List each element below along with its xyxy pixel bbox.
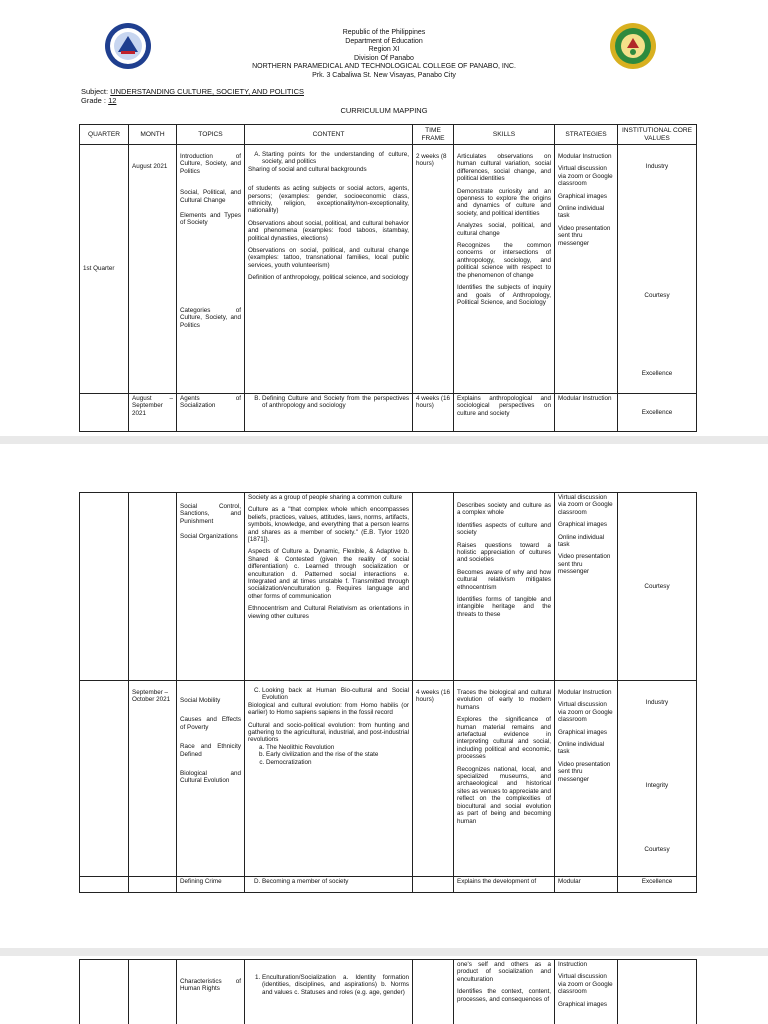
page-separator <box>0 948 768 956</box>
quarter-cell <box>80 960 129 1024</box>
document-page-2 <box>0 444 768 948</box>
skills-cell <box>454 960 555 1024</box>
strategy-item: Video presentation sent thru messenger <box>558 224 611 247</box>
month-cell: August – September 2021 <box>129 394 177 432</box>
content-subitem: a. The Neolithic Revolution <box>266 744 409 751</box>
strategy-item: Online individual task <box>558 741 605 756</box>
core-value: Courtesy <box>644 292 670 300</box>
grade-line <box>81 96 116 105</box>
header-line: Region XI <box>368 46 400 54</box>
column-header: CONTENT <box>245 125 413 145</box>
content-list <box>248 687 409 702</box>
content-heading: D. Becoming a member of society <box>262 878 409 885</box>
strategy-item: Graphical images <box>558 192 607 200</box>
strategy-item: Online individual task <box>558 205 605 220</box>
strategies-cell <box>555 493 618 681</box>
column-header: QUARTER <box>80 125 129 145</box>
content-cell <box>245 394 413 432</box>
core-values-cell: Excellence <box>618 394 697 432</box>
column-header: SKILLS <box>454 125 555 145</box>
strategies-cell <box>555 960 618 1024</box>
topics-cell: Agents of Socialization <box>177 394 245 432</box>
topic-item: Social Organizations <box>180 533 238 541</box>
strategy-item: Modular Instruction <box>558 689 612 696</box>
skill-item: Raises questions toward a holistic appreciation of cultures and societies <box>457 541 551 564</box>
content-heading: B. Defining Culture and Society from the perspectives of anthropology and sociology <box>262 395 409 410</box>
header-line: Division Of Panabo <box>354 54 414 62</box>
subject-value: UNDERSTANDING CULTURE, SOCIETY, AND POLITICS <box>110 87 304 96</box>
content-item: Observations on social, political, and cultural change (examples: tattoo, transnational families, local public services, youth volunteerism) <box>248 247 409 269</box>
time-frame-cell <box>413 960 454 1024</box>
topic-item: Social, Political, and Cultural Change <box>180 189 241 204</box>
strategy-item: Video presentation sent thru messenger <box>558 553 611 576</box>
strategy-item: Modular Instruction <box>558 153 612 160</box>
document-page-3 <box>0 956 768 1024</box>
core-value: Courtesy <box>644 845 670 853</box>
skill-item: Identifies forms of tangible and intangible heritage and the threats to these <box>457 596 551 618</box>
header-line: Department of Education <box>345 37 423 45</box>
content-cell <box>245 681 413 877</box>
grade-value: 12 <box>108 96 117 105</box>
topics-cell: Characteristics of Human Rights <box>177 960 245 1024</box>
quarter-cell <box>80 681 129 877</box>
strategy-item: Graphical images <box>558 1000 607 1008</box>
core-value: Industry <box>645 699 669 706</box>
document-page-1 <box>0 0 768 436</box>
content-item: Observations about social, political, and cultural behavior and phenomena (examples: food taboos, istambay, political dynasties, elections) <box>248 219 409 242</box>
skill-item: Describes society and culture as a complex whole <box>457 502 551 517</box>
document-title: CURRICULUM MAPPING <box>340 106 428 115</box>
skills-cell <box>454 493 555 681</box>
topic-item: Causes and Effects of Poverty <box>180 716 241 731</box>
month-cell <box>129 960 177 1024</box>
table-row <box>80 493 697 681</box>
table-row <box>80 394 697 432</box>
month-cell <box>129 877 177 893</box>
core-value: Integrity <box>645 782 669 790</box>
strategy-item: Virtual discussion via zoom or Google classroom <box>558 701 613 724</box>
strategy-item: Virtual discussion via zoom or Google classroom <box>558 973 613 996</box>
strategy-item: Graphical images <box>558 521 607 529</box>
skills-cell <box>454 681 555 877</box>
content-list <box>248 974 409 996</box>
table-row <box>80 877 697 893</box>
strategy-item: Online individual task <box>558 533 605 549</box>
topic-item: Social Mobility <box>180 697 221 704</box>
topics-cell: Defining Crime <box>177 877 245 893</box>
time-frame-cell: 4 weeks (16 hours) <box>413 394 454 432</box>
content-subitem: b. Early civilization and the rise of the state <box>266 751 409 758</box>
subject-label: Subject: <box>81 87 109 96</box>
content-item: Aspects of Culture a. Dynamic, Flexible, & Adaptive b. Shared & Contested (given the reality of social differentiation) c. Learned through socialization or enculturation d. Patterned social interactions e. Integrated and at times unstable f. Transmitted through socialization/enculturation g. Requires language and other forms of communication <box>248 548 409 600</box>
content-cell <box>245 493 413 681</box>
skill-item: Traces the biological and cultural evolution of early to modern humans <box>457 689 551 711</box>
skill-item: one's self and others as a product of socialization and enculturation <box>457 961 551 983</box>
month-text: August 2021 <box>132 163 168 170</box>
header-line: NORTHERN PARAMEDICAL AND TECHNOLOGICAL COLLEGE OF PANABO, INC. <box>252 63 516 71</box>
column-header: STRATEGIES <box>555 125 618 145</box>
quarter-cell <box>80 394 129 432</box>
skills-cell: Explains the development of <box>454 877 555 893</box>
header-line: Republic of the Philippines <box>342 29 426 36</box>
skill-item: Demonstrate curiosity and an openness to explore the origins and dynamics of culture and society, and political identities <box>457 187 551 217</box>
topic-item: Introduction of Culture, Society, and Politics <box>180 153 241 175</box>
topic-item: Categories of Culture, Society, and Politics <box>180 306 241 329</box>
content-sublist <box>248 744 409 766</box>
content-heading: A. Starting points for the understanding of culture, society, and politics <box>262 151 409 166</box>
subject-line <box>81 87 304 96</box>
column-header: TIME FRAME <box>413 125 454 145</box>
topics-cell <box>177 145 245 394</box>
column-header: INSTITUTIONAL CORE VALUES <box>618 125 697 145</box>
topic-item: Biological and Cultural Evolution <box>180 770 241 785</box>
month-cell <box>129 493 177 681</box>
content-list <box>248 395 409 410</box>
skill-item: Identifies the subjects of inquiry and goals of Anthropology, Political Science, and Sociology <box>457 284 551 306</box>
core-value: Excellence <box>641 369 673 377</box>
topic-item: Race and Ethnicity Defined <box>180 743 241 758</box>
skill-item: Identifies aspects of culture and society <box>457 521 551 537</box>
table-row <box>80 960 697 1024</box>
content-item: 1. Enculturation/Socialization a. Identity formation (identities, disciplines, and aspirations) b. Norms and values c. Statuses and roles (e.g. age, gender) <box>262 974 409 996</box>
core-values-cell: Excellence <box>618 877 697 893</box>
time-frame-cell <box>413 493 454 681</box>
quarter-cell <box>80 493 129 681</box>
time-frame-cell: 2 weeks (8 hours) <box>413 145 454 394</box>
content-list <box>248 878 409 885</box>
skills-cell: Explains anthropological and sociological perspectives on culture and society <box>454 394 555 432</box>
content-item: Definition of anthropology, political science, and sociology <box>248 274 409 282</box>
header-line: Prk. 3 Cabaliwa St. New Visayas, Panabo City <box>312 71 456 79</box>
table-header-row <box>80 125 697 145</box>
content-cell <box>245 145 413 394</box>
core-values-cell <box>618 145 697 394</box>
content-item: Culture as a "that complex whole which encompasses beliefs, practices, values, attitudes, laws, norms, artifacts, symbols, knowledge, and everything that a person learns and shares as a member of society." (E.B. Tylor 1920 [1871]). <box>248 506 409 544</box>
topics-cell <box>177 493 245 681</box>
strategy-item: Virtual discussion via zoom or Google classroom <box>558 494 613 516</box>
curriculum-table <box>79 124 697 432</box>
content-item: Society as a group of people sharing a common culture <box>248 494 403 501</box>
content-item: Biological and cultural evolution: from Homo habilis (or earlier) to Homo sapiens sapiens in the fossil record <box>248 701 409 717</box>
month-cell: September – October 2021 <box>129 681 177 877</box>
content-item: Cultural and socio-political evolution: from hunting and gathering to the agricultural, industrial, and post-industrial revolutions <box>248 721 409 744</box>
strategies-cell: Modular Instruction <box>555 394 618 432</box>
topic-item: Elements and Types of Society <box>180 212 241 227</box>
skill-item: Articulates observations on human cultural variation, social differences, social change, and political identities <box>457 153 551 183</box>
core-values-cell <box>618 960 697 1024</box>
page-separator <box>0 436 768 444</box>
core-values-cell: Courtesy <box>618 493 697 681</box>
content-cell <box>245 877 413 893</box>
table-row <box>80 681 697 877</box>
content-cell <box>245 960 413 1024</box>
month-cell <box>129 145 177 394</box>
document-header <box>0 29 768 81</box>
topics-cell <box>177 681 245 877</box>
skill-item: Becomes aware of why and how cultural relativism mitigates ethnocentrism <box>457 568 551 591</box>
strategy-item: Graphical images <box>558 728 607 736</box>
content-list <box>248 151 409 166</box>
skill-item: Recognizes national, local, and specialized museums, and archaeological and historical sites as venues to appreciate and reflect on the complexities of biocultural and social evolution as part of being and becoming human <box>457 765 551 825</box>
skill-item: Explores the significance of human material remains and artefactual evidence in interpreting cultural and social, including political and economic, processes <box>457 716 551 761</box>
skills-cell <box>454 145 555 394</box>
curriculum-table <box>79 492 697 893</box>
skill-item: Analyzes social, political, and cultural change <box>457 222 551 237</box>
time-frame-cell: 4 weeks (16 hours) <box>413 681 454 877</box>
column-header: MONTH <box>129 125 177 145</box>
strategy-item: Instruction <box>558 961 588 968</box>
strategies-cell <box>555 681 618 877</box>
topic-item: Social Control, Sanctions, and Punishment <box>180 503 241 525</box>
strategies-cell <box>555 145 618 394</box>
table-row <box>80 145 697 394</box>
strategy-item: Video presentation sent thru messenger <box>558 760 611 783</box>
curriculum-table <box>79 959 697 1024</box>
quarter-cell <box>80 877 129 893</box>
time-frame-cell <box>413 877 454 893</box>
quarter-cell: 1st Quarter <box>80 145 129 394</box>
grade-label: Grade : <box>81 96 107 105</box>
skill-item: Recognizes the common concerns or intersections of anthropology, sociology, and political science with respect to the phenomenon of change <box>457 242 551 279</box>
content-item: of students as acting subjects or social actors, agents, persons; (examples: gender, socioeconomic class, ethnicity, religion, exceptionality/non-exceptionality, nationality) <box>248 185 409 215</box>
core-values-cell <box>618 681 697 877</box>
core-value: Industry <box>645 163 669 170</box>
content-heading: C. Looking back at Human Bio-cultural and Social Evolution <box>262 687 409 702</box>
column-header: TOPICS <box>177 125 245 145</box>
skill-item: Identifies the context, content, processes, and consequences of <box>457 988 551 1003</box>
content-item: Sharing of social and cultural backgrounds <box>248 165 367 173</box>
strategy-item: Virtual discussion via zoom or Google classroom <box>558 165 613 188</box>
content-subitem: c. Democratization <box>266 759 409 766</box>
content-item: Ethnocentrism and Cultural Relativism as orientations in viewing other cultures <box>248 605 409 620</box>
strategies-cell: Modular <box>555 877 618 893</box>
